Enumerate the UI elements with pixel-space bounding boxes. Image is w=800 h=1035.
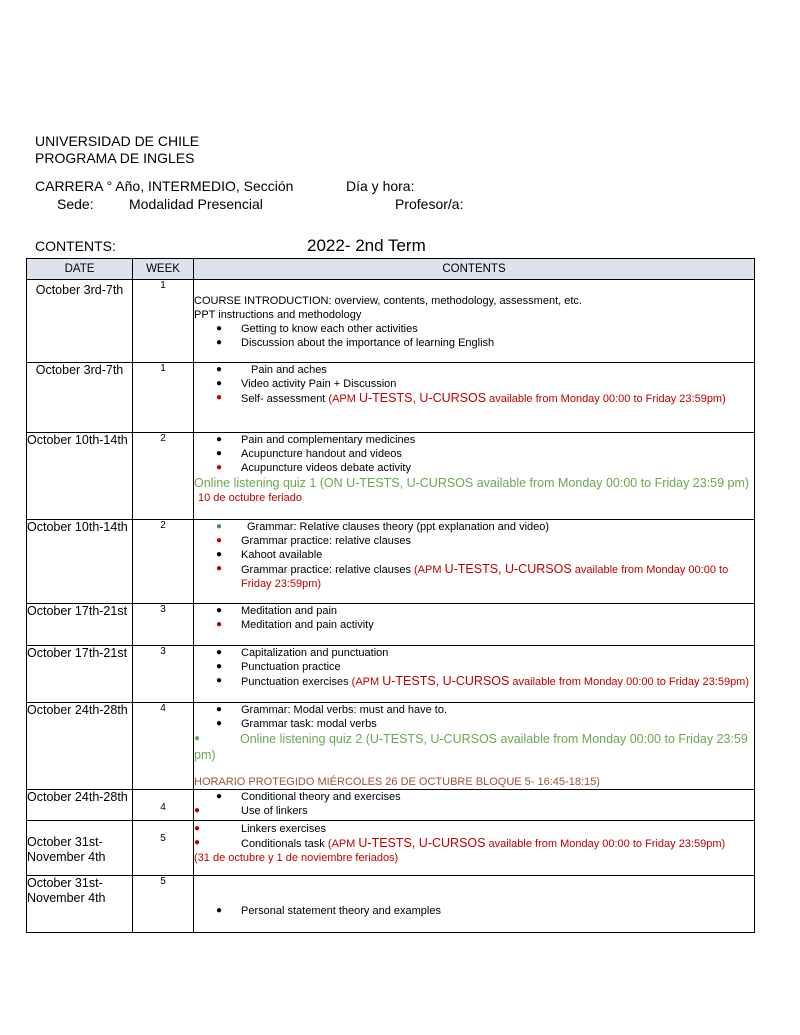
list-item: ● Grammar: Modal verbs: must and have to. [216,704,448,716]
day-time-label: Día y hora: [346,178,415,194]
row-date: October 3rd-7th [27,363,133,433]
list-item: ● Video activity Pain + Discussion [216,378,397,390]
bullet-icon: ● [216,521,223,532]
table-row [27,604,755,646]
list-item: ● Personal statement theory and examples [216,905,441,917]
row-date: October 10th-14th [27,520,133,604]
bullet-icon: ● [216,791,223,802]
list-item: ● Meditation and pain [216,605,338,617]
header-date: DATE [27,259,133,280]
bullet-icon: ● [216,434,223,445]
bullet-icon: ● [216,905,223,916]
list-item: ● Meditation and pain activity [216,619,374,631]
row-week: 1 [133,363,194,433]
bullet-icon: ● [216,704,223,715]
row-week: 3 [133,646,194,703]
list-item: ● Getting to know each other activities [216,323,418,335]
list-item: ● Kahoot available [216,549,323,561]
bullet-icon: ● [216,392,223,403]
schedule-table [26,258,755,933]
table-row [27,646,755,703]
intro-line: COURSE INTRODUCTION: overview, contents, methodology, assessment, etc. [194,295,582,307]
bullet-icon: ● [194,823,201,834]
bullet-icon: ● [216,378,223,389]
bullet-icon: ● [194,837,201,848]
row-week: 3 [133,604,194,646]
row-contents [194,876,755,933]
header-contents: CONTENTS [194,259,755,280]
row-week: 1 [133,280,194,363]
list-item: ● Pain and complementary medicines [216,434,416,446]
bullet-icon: ● [194,805,201,816]
list-item: ● Pain and aches [216,364,327,376]
teacher-label: Profesor/a: [395,196,464,212]
list-item: ● Linkers exercises [194,823,326,835]
bullet-icon: ● [216,619,223,630]
university-name: UNIVERSIDAD DE CHILE [35,133,200,149]
table-row [27,876,755,933]
row-contents [194,821,755,876]
row-contents [194,363,755,433]
table-row [27,821,755,876]
bullet-icon: ● [216,448,223,459]
bullet-icon: ● [216,337,223,348]
holiday-note: 10 de octubre feriado [198,492,302,504]
row-contents [194,646,755,703]
row-date: October 17th-21st [27,646,133,703]
bullet-icon: ● [194,733,201,744]
bullet-icon: ● [216,661,223,672]
list-item: ● Grammar practice: relative clauses (APM U-TESTS, U-CURSOS available from Monday 00:00 to Friday 23:59pm) [216,562,729,590]
bullet-icon: ● [216,535,223,546]
table-row [27,520,755,604]
header-week: WEEK [133,259,194,280]
table-row [27,703,755,790]
bullet-icon: ● [216,563,223,574]
bullet-icon: ● [216,549,223,560]
row-contents [194,703,755,790]
table-row [27,363,755,433]
row-date: October 31st-November 4th [27,821,133,876]
term-title: 2022- 2nd Term [307,236,426,255]
career-line: CARRERA ° Año, INTERMEDIO, Sección [35,178,294,194]
list-item: ● Punctuation exercises (APM U-TESTS, U-CURSOS available from Monday 00:00 to Friday 23:59pm) [216,674,750,688]
row-week: 4 [133,790,194,821]
list-item: ● Grammar task: modal verbs [216,718,377,730]
intro-line-2: PPT instructions and methodology [194,309,362,321]
list-item: ● Conditional theory and exercises [216,791,401,803]
list-item: ● Use of linkers [194,805,308,817]
bullet-icon: ● [216,462,223,473]
row-contents [194,280,755,363]
row-date: October 24th-28th [27,703,133,790]
row-date: October 10th-14th [27,433,133,520]
program-name: PROGRAMA DE INGLES [35,150,195,166]
row-date: October 3rd-7th [27,280,133,363]
contents-label: CONTENTS: [35,238,116,254]
row-week: 2 [133,520,194,604]
modality-label: Modalidad Presencial [129,196,263,212]
row-contents [194,790,755,821]
row-date: October 24th-28th [27,790,133,821]
row-contents [194,604,755,646]
row-contents [194,433,755,520]
list-item: ● Self- assessment (APM U-TESTS, U-CURSOS available from Monday 00:00 to Friday 23:59pm) [216,391,726,405]
list-item: ● Capitalization and punctuation [216,647,389,659]
list-item: ● Conditionals task (APM U-TESTS, U-CURSOS available from Monday 00:00 to Friday 23:59pm) [194,836,726,850]
row-week: 5 [133,821,194,876]
list-item: ● Acupuncture handout and videos [216,448,402,460]
bullet-icon: ● [216,718,223,729]
table-row [27,280,755,363]
row-week: 2 [133,433,194,520]
bullet-icon: ● [216,605,223,616]
row-week: 5 [133,876,194,933]
online-quiz-note: Online listening quiz 1 (ON U-TESTS, U-CURSOS available from Monday 00:00 to Friday 23:59 pm) [194,476,750,490]
row-week: 4 [133,703,194,790]
holiday-note: (31 de octubre y 1 de noviembre feriados) [194,852,399,864]
row-date: October 17th-21st [27,604,133,646]
protected-schedule-note: HORARIO PROTEGIDO MIÉRCOLES 26 DE OCTUBRE BLOQUE 5- 16:45-18:15) [194,776,600,788]
campus-label: Sede: [57,196,94,212]
bullet-icon: ● [216,364,223,375]
list-item: ● Acupuncture videos debate activity [216,462,411,474]
table-header-row [27,259,755,280]
list-item: ● Grammar: Relative clauses theory (ppt explanation and video) [216,521,550,533]
row-date: October 31st-November 4th [27,876,133,933]
bullet-icon: ● [216,647,223,658]
table-row [27,790,755,821]
bullet-icon: ● [216,675,223,686]
list-item: ● Discussion about the importance of learning English [216,337,495,349]
list-item: ● Punctuation practice [216,661,341,673]
list-item: ● Grammar practice: relative clauses [216,535,411,547]
bullet-icon: ● [216,323,223,334]
online-quiz-note: ● Online listening quiz 2 (U-TESTS, U-CURSOS available from Monday 00:00 to Friday 23:59 pm) [194,732,748,762]
table-row [27,433,755,520]
row-contents [194,520,755,604]
